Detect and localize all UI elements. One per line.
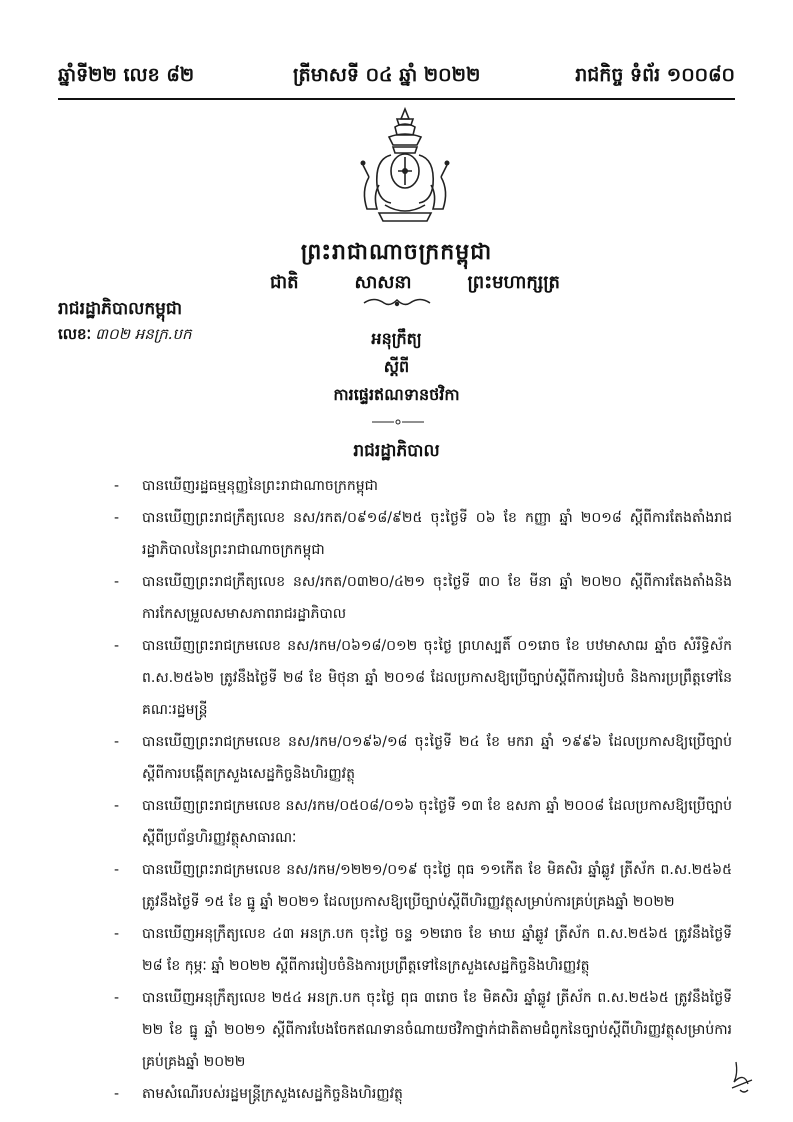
document-about: ស្តីពី <box>383 357 410 376</box>
gazette-header <box>58 62 735 92</box>
list-item: - បានឃើញព្រះរាជក្រមលេខ នស/រកម/០៦១៨/០១២ ចុះថ្ងៃ ព្រហស្បតិ៍ ០១រោច ខែ បឋមាសាឍ ឆ្នាំច សំរឹទ្ធិស័ក ព.ស.២៥៦២ ត្រូវនឹងថ្ងៃទី ២៨ ខែ មិថុនា ឆ្នាំ ២០១៨ ដែលប្រកាសឱ្យប្រើច្បាប់ស្តីពីការរៀបចំ និងការប្រព្រឹត្តទៅនៃគណៈរដ្ឋមន្ត្រី <box>112 630 732 726</box>
preamble-clauses <box>112 470 732 1110</box>
gazette-date: ត្រីមាសទី ០៤ ឆ្នាំ ២០២២ <box>293 64 481 86</box>
document-subject: ការផ្ទេរឥណទានថវិកា <box>333 385 460 404</box>
list-item: - តាមសំណើរបស់រដ្ឋមន្ត្រីក្រសួងសេដ្ឋកិច្ចនិងហិរញ្ញវត្ថុ <box>112 1078 732 1110</box>
decorative-ornament-icon <box>362 296 432 310</box>
gazette-page: រាជកិច្ច ទំព័រ ១០០៨០ <box>575 64 735 86</box>
motto-nation: ជាតិ <box>270 272 299 293</box>
list-item: - បានឃើញរដ្ឋធម្មនុញ្ញនៃព្រះរាជាណាចក្រកម្ពុជា <box>112 470 732 502</box>
motto-king: ព្រះមហាក្សត្រ <box>467 272 560 293</box>
list-item: - បានឃើញអនុក្រឹត្យលេខ ៤៣ អនក្រ.បក ចុះថ្ងៃ ចន្ទ ១២រោច ខែ មាឃ ឆ្នាំឆ្លូវ ត្រីស័ក ព.ស.២៥៦៥ ត្រូវនឹងថ្ងៃទី ២៨ ខែ កុម្ភៈ ឆ្នាំ ២០២២ ស្តីពីការរៀបចំនិងការប្រព្រឹត្តទៅនៃក្រសួងសេដ្ឋកិច្ចនិងហិរញ្ញវត្ថុ <box>112 918 732 982</box>
list-item: - បានឃើញព្រះរាជក្រមលេខ នស/រកម/០១៩៦/១៨ ចុះថ្ងៃទី ២៤ ខែ មករា ឆ្នាំ ១៩៩៦ ដែលប្រកាសឱ្យប្រើច្បាប់ស្តីពីការបង្កើតក្រសួងសេដ្ឋកិច្ចនិងហិរញ្ញវត្ថុ <box>112 726 732 790</box>
document-number-label: លេខៈ <box>58 325 92 343</box>
national-motto <box>270 270 560 297</box>
royal-coat-of-arms-icon <box>355 105 455 230</box>
list-item: - បានឃើញព្រះរាជក្រមលេខ នស/រកម/០៥០៨/០១៦ ចុះថ្ងៃទី ១៣ ខែ ឧសភា ឆ្នាំ ២០០៨ ដែលប្រកាសឱ្យប្រើច្បាប់ស្តីពីប្រព័ន្ធហិរញ្ញវត្ថុសាធារណៈ <box>112 790 732 854</box>
kingdom-title: ព្រះរាជាណាចក្រកម្ពុជា <box>300 239 493 265</box>
document-number-value: ៣០២ អនក្រ.បក <box>95 325 192 343</box>
handwritten-initials-icon <box>726 1058 756 1098</box>
list-item: - បានឃើញព្រះរាជក្រមលេខ នស/រកម/១២២១/០១៩ ចុះថ្ងៃ ពុធ ១១កើត ខែ មិគសិរ ឆ្នាំឆ្លូវ ត្រីស័ក ព.ស.២៥៦៥ ត្រូវនឹងថ្ងៃទី ១៥ ខែ ធ្នូ ឆ្នាំ ២០២១ ដែលប្រកាសឱ្យប្រើច្បាប់ស្តីពីហិរញ្ញវត្ថុសម្រាប់ការគ្រប់គ្រងឆ្នាំ ២០២២ <box>112 854 732 918</box>
motto-religion: សាសនា <box>354 272 412 293</box>
gazette-issue: ឆ្នាំទី២២ លេខ ៨២ <box>58 64 195 86</box>
list-item: - បានឃើញព្រះរាជក្រឹត្យលេខ នស/រកត/០៣២០/៤២១ ចុះថ្ងៃទី ៣០ ខែ មីនា ឆ្នាំ ២០២០ ស្តីពីការតែងតាំងនិងការកែសម្រួលសមាសភាពរាជរដ្ឋាភិបាល <box>112 566 732 630</box>
issuing-authority: រាជរដ្ឋាភិបាល <box>353 441 440 461</box>
list-item: - បានឃើញអនុក្រឹត្យលេខ ២៥៤ អនក្រ.បក ចុះថ្ងៃ ពុធ ៣រោច ខែ មិគសិរ ឆ្នាំឆ្លូវ ត្រីស័ក ព.ស.២៥៦៥ ត្រូវនឹងថ្ងៃទី ២២ ខែ ធ្នូ ឆ្នាំ ២០២១ ស្តីពីការបែងចែកឥណទានចំណាយថវិកាថ្នាក់ជាតិតាមជំពូកនៃច្បាប់ស្តីពីហិរញ្ញវត្ថុសម្រាប់ការគ្រប់គ្រងឆ្នាំ ២០២២ <box>112 982 732 1078</box>
list-item: - បានឃើញព្រះរាជក្រឹត្យលេខ នស/រកត/០៩១៨/៩២៥ ចុះថ្ងៃទី ០៦ ខែ កញ្ញា ឆ្នាំ ២០១៨ ស្តីពីការតែងតាំងរាជរដ្ឋាភិបាលនៃព្រះរាជាណាចក្រកម្ពុជា <box>112 502 732 566</box>
small-divider-ornament-icon <box>370 418 426 426</box>
government-name: រាជរដ្ឋាភិបាលកម្ពុជា <box>58 299 183 319</box>
document-type: អនុក្រឹត្យ <box>371 329 422 348</box>
header-divider <box>58 98 735 100</box>
